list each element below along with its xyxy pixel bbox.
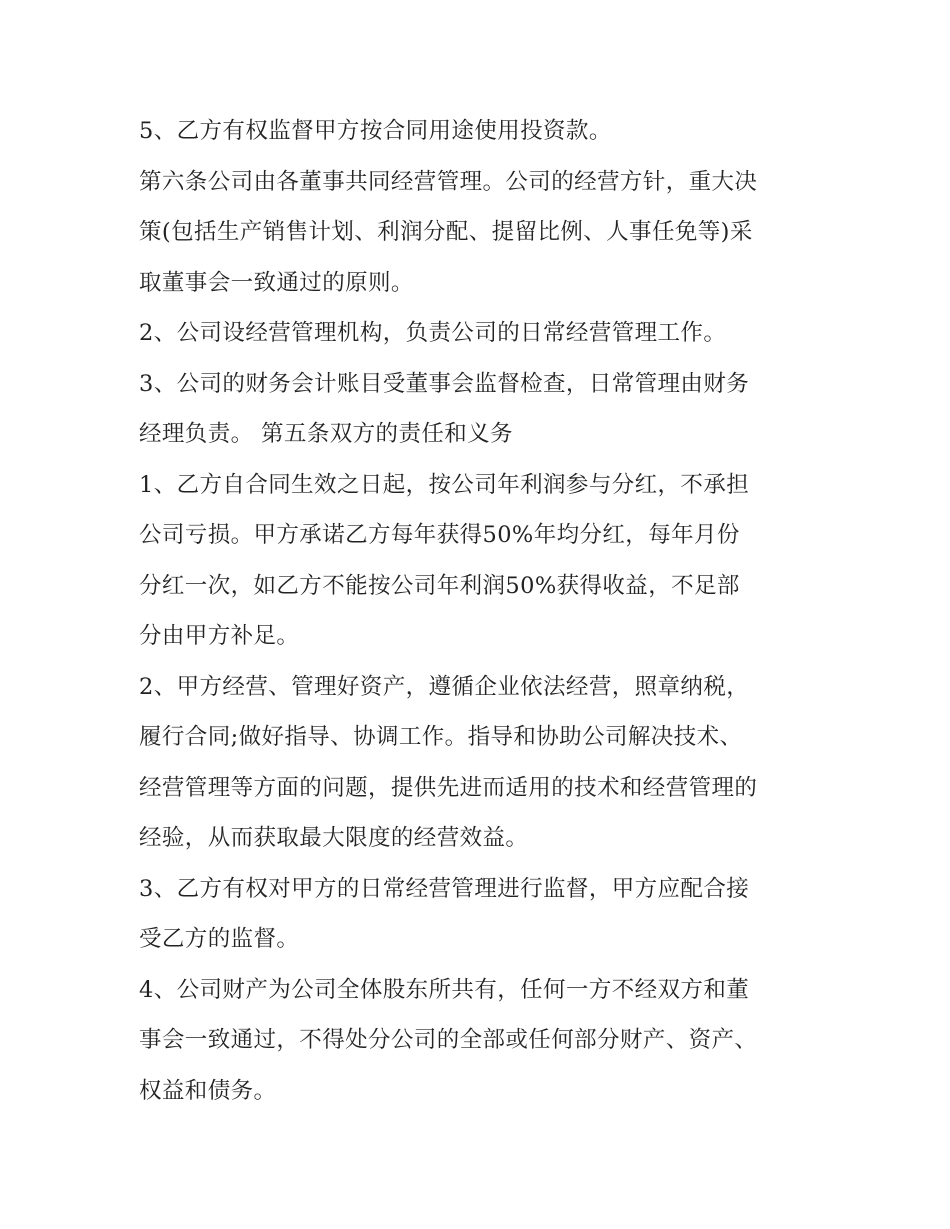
document-body <box>139 106 829 1116</box>
text-line: 履行合同;做好指导、协调工作。指导和协助公司解决技术、 <box>139 724 743 750</box>
text-line: 2、公司设经营管理机构，负责公司的日常经营管理工作。 <box>139 320 727 346</box>
text-line: 3、公司的财务会计账目受董事会监督检查，日常管理由财务 <box>139 370 750 397</box>
text-line: 分由甲方补足。 <box>139 623 300 649</box>
text-line: 策(包括生产销售计划、利润分配、提留比例、人事任免等)采 <box>139 219 753 245</box>
text-line: 公司亏损。甲方承诺乙方每年获得50%年均分红，每年月份 <box>139 522 740 548</box>
text-line: 事会一致通过，不得处分公司的全部或任何部分财产、资产、 <box>139 1027 758 1053</box>
text-line: 2、甲方经营、管理好资产，遵循企业依法经营，照章纳税， <box>139 673 750 700</box>
text-line: 4、公司财产为公司全体股东所共有，任何一方不经双方和董 <box>139 976 750 1003</box>
text-line: 取董事会一致通过的原则。 <box>139 269 414 296</box>
text-line: 权益和债务。 <box>139 1077 277 1104</box>
text-line: 3、乙方有权对甲方的日常经营管理进行监督，甲方应配合接 <box>139 875 750 902</box>
text-line: 经验，从而获取最大限度的经营效益。 <box>139 825 529 851</box>
text-line: 受乙方的监督。 <box>139 926 300 952</box>
text-line: 经理负责。 第五条双方的责任和义务 <box>139 421 513 447</box>
text-line: 第六条公司由各董事共同经营管理。公司的经营方针，重大决 <box>139 168 758 195</box>
text-line: 经营管理等方面的问题，提供先进而适用的技术和经营管理的 <box>139 774 758 801</box>
text-line: 1、乙方自合同生效之日起，按公司年利润参与分红，不承担 <box>139 471 750 498</box>
text-line: 分红一次，如乙方不能按公司年利润50%获得收益，不足部 <box>139 572 740 599</box>
text-line: 5、乙方有权监督甲方按合同用途使用投资款。 <box>139 118 612 144</box>
